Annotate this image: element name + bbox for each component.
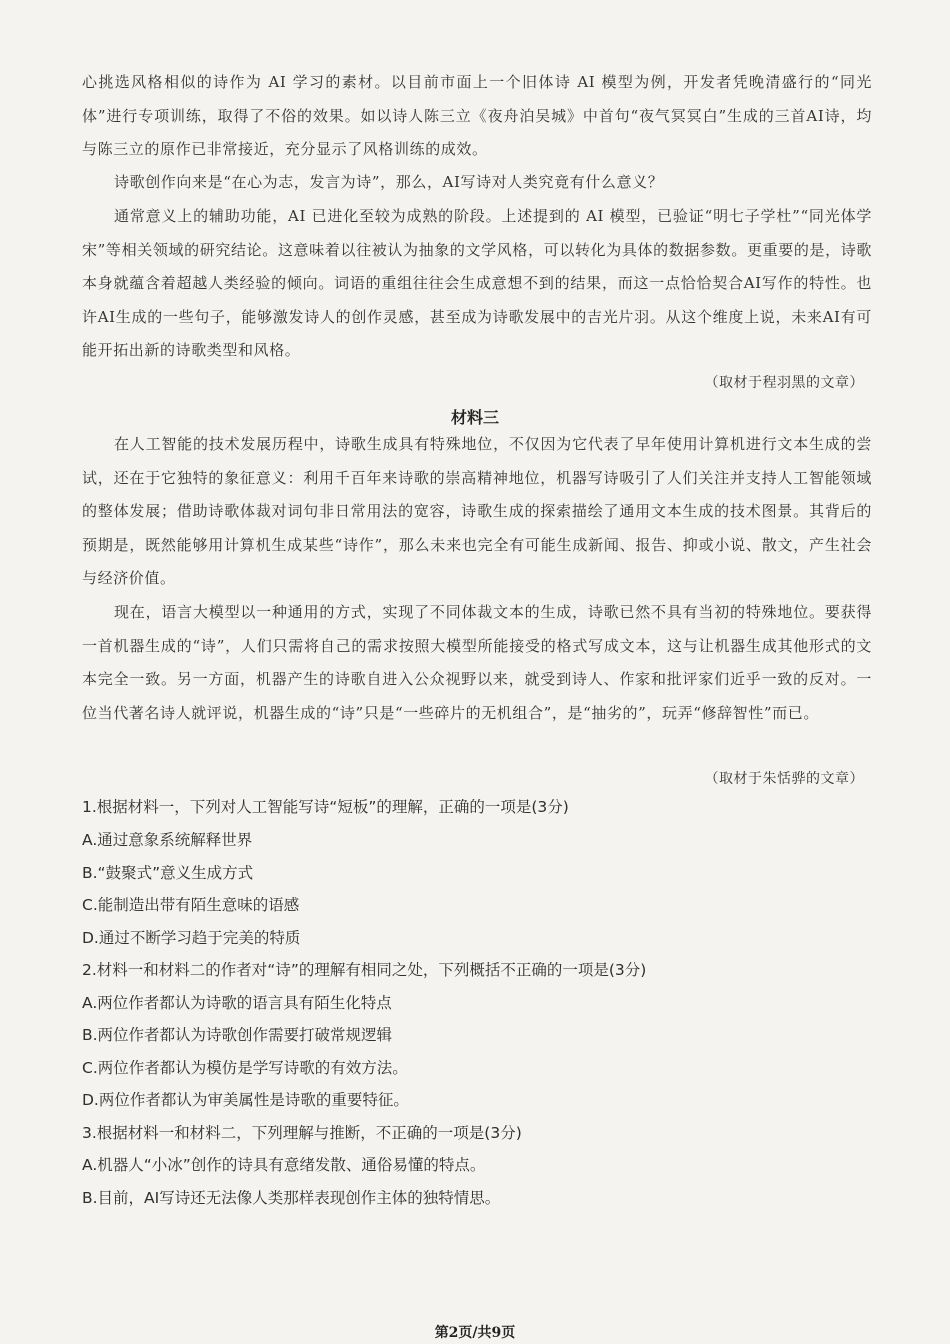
question-1-stem: 1.根据材料一，下列对人工智能写诗“短板”的理解，正确的一项是(3分) xyxy=(82,798,569,816)
question-2-option-a: A.两位作者都认为诗歌的语言具有陌生化特点 xyxy=(82,994,392,1012)
question-1-option-a: A.通过意象系统解释世界 xyxy=(82,831,253,849)
material2-paragraph-3: 通常意义上的辅助功能，AI 已进化至较为成熟的阶段。上述提到的 AI 模型，已验证“明七子学杜”“同光体学宋”等相关领域的研究结论。这意味着以往被认为抽象的文学风格，可以转化为具体的数据参数。更重要的是，诗歌本身就蕴含着超越人类经验的倾向。词语的重组往往会生成意想不到的结果，而这一点恰恰契合AI写作的特性。也许AI生成的一些句子，能够激发诗人的创作灵感，甚至成为诗歌发展中的吉光片羽。从这个维度上说，未来AI有可能开拓出新的诗歌类型和风格。 xyxy=(82,207,872,359)
question-3-option-a: A.机器人“小冰”创作的诗具有意绪发散、通俗易懂的特点。 xyxy=(82,1156,486,1174)
material3-source: （取材于朱恬骅的文章） xyxy=(704,771,864,787)
material3-paragraph-2: 现在，语言大模型以一种通用的方式，实现了不同体裁文本的生成，诗歌已然不具有当初的特殊地位。要获得一首机器生成的“诗”，人们只需将自己的需求按照大模型所能接受的格式写成文本，这与让机器生成其他形式的文本完全一致。另一方面，机器产生的诗歌自进入公众视野以来，就受到诗人、作家和批评家们近乎一致的反对。一位当代著名诗人就评说，机器生成的“诗”只是“一些碎片的无机组合”，是“抽劣的”，玩弄“修辞智性”而已。 xyxy=(82,603,872,722)
question-2-stem: 2.材料一和材料二的作者对“诗”的理解有相同之处，下列概括不正确的一项是(3分) xyxy=(82,961,647,979)
question-1-option-b: B.“鼓聚式”意义生成方式 xyxy=(82,864,254,882)
question-2-option-d: D.两位作者都认为审美属性是诗歌的重要特征。 xyxy=(82,1091,409,1109)
page-number: 第2页/共9页 xyxy=(434,1325,516,1341)
question-3-stem: 3.根据材料一和材料二，下列理解与推断，不正确的一项是(3分) xyxy=(82,1124,522,1142)
question-3-option-b: B.目前，AI写诗还无法像人类那样表现创作主体的独特情思。 xyxy=(82,1189,501,1207)
question-1-option-c: C.能制造出带有陌生意味的语感 xyxy=(82,896,300,914)
material3-paragraph-1: 在人工智能的技术发展历程中，诗歌生成具有特殊地位，不仅因为它代表了早年使用计算机进行文本生成的尝试，还在于它独特的象征意义：利用千百年来诗歌的崇高精神地位，机器写诗吸引了人们关注并支持人工智能领域的整体发展；借助诗歌体裁对词句非日常用法的宽容，诗歌生成的探索描绘了通用文本生成的技术图景。其背后的预期是，既然能够用计算机生成某些“诗作”，那么未来也完全有可能生成新闻、报告、抑或小说、散文，产生社会与经济价值。 xyxy=(82,435,872,587)
material2-paragraph-2: 诗歌创作向来是“在心为志，发言为诗”，那么，AI写诗对人类究竟有什么意义？ xyxy=(114,173,664,191)
question-2-option-b: B.两位作者都认为诗歌创作需要打破常规逻辑 xyxy=(82,1026,393,1044)
question-1-option-d: D.通过不断学习趋于完美的特质 xyxy=(82,929,301,947)
material3-heading: 材料三 xyxy=(450,408,499,427)
question-2-option-c: C.两位作者都认为模仿是学写诗歌的有效方法。 xyxy=(82,1059,408,1077)
material2-paragraph-1: 心挑选风格相似的诗作为 AI 学习的素材。以目前市面上一个旧体诗 AI 模型为例，开发者凭晚清盛行的“同光体”进行专项训练，取得了不俗的效果。如以诗人陈三立《夜舟泊吴城》中首句“夜气冥冥白”生成的三首AI诗，均与陈三立的原作已非常接近，充分显示了风格训练的成效。 xyxy=(82,73,872,158)
material2-source: （取材于程羽黑的文章） xyxy=(704,375,864,391)
